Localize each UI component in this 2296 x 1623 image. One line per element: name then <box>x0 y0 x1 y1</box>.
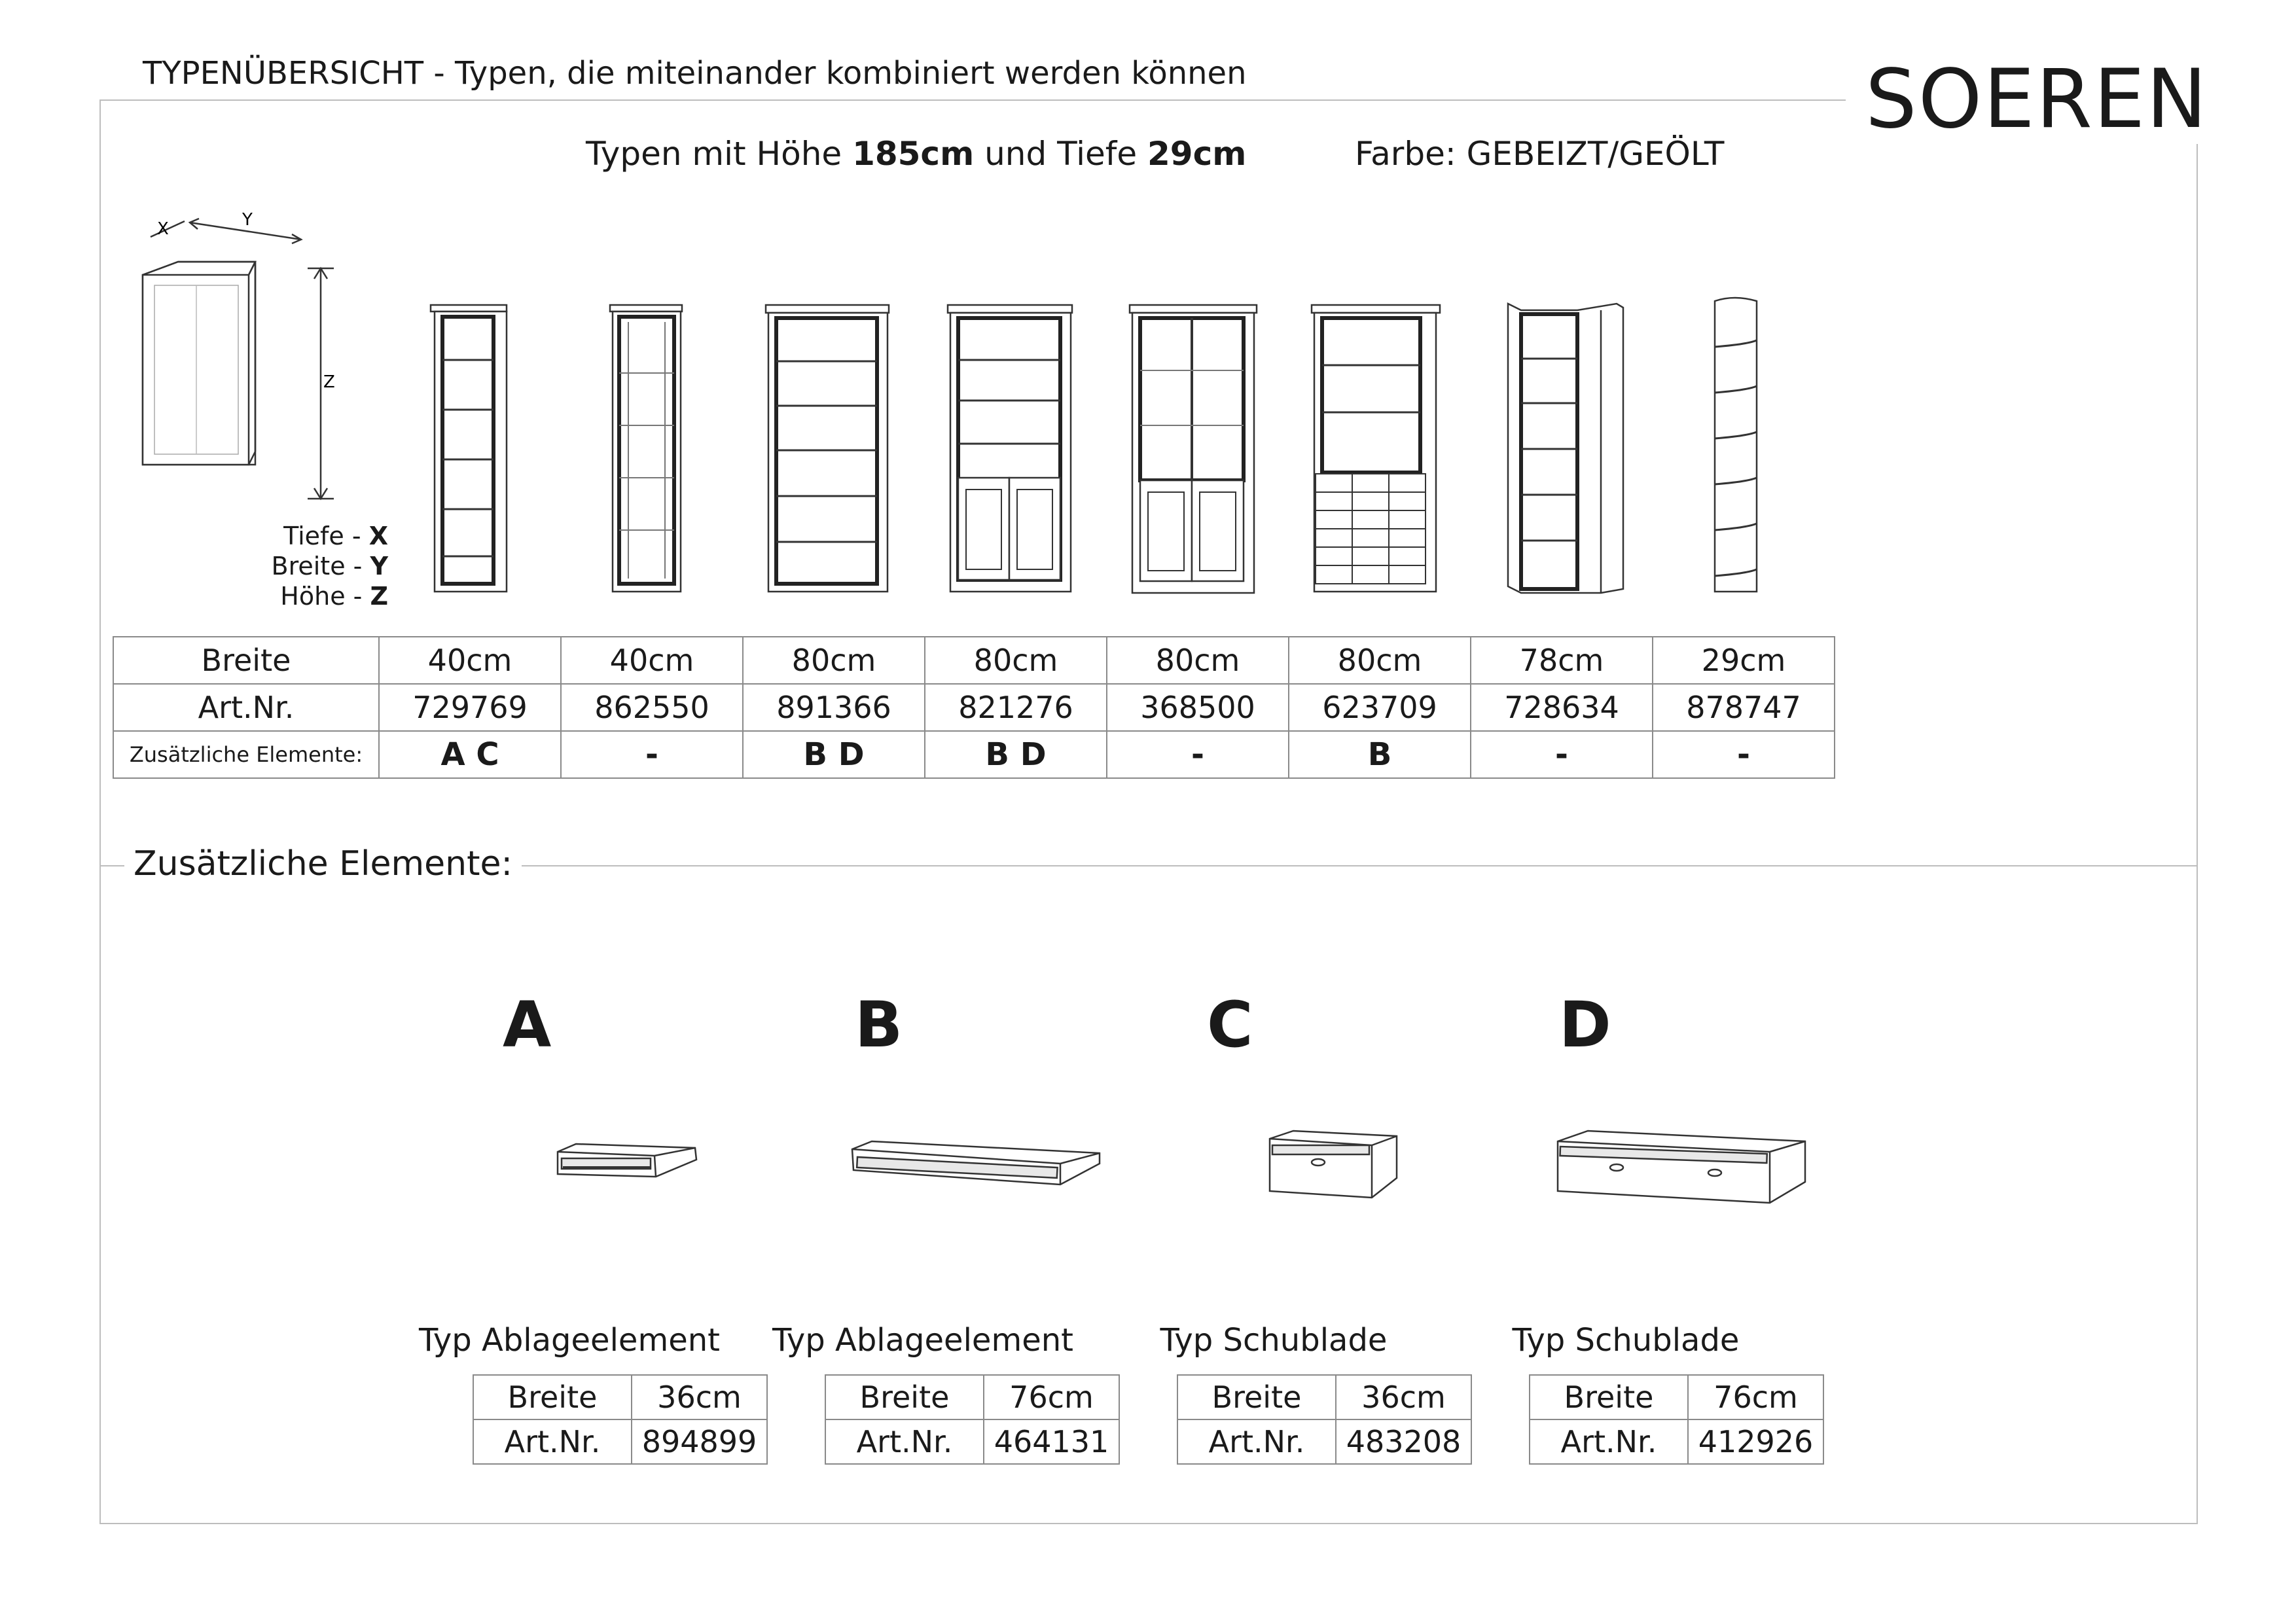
subtitle-mid: und Tiefe <box>974 135 1147 173</box>
legend-depth <box>272 521 388 551</box>
element-type-b: Typ Ablageelement <box>772 1322 1073 1359</box>
table-cell: 29cm <box>1653 637 1835 684</box>
table-row <box>473 1375 767 1419</box>
table-cell: 483208 <box>1336 1419 1471 1464</box>
table-cell: A C <box>379 731 561 778</box>
dimension-diagram <box>131 203 393 530</box>
subtitle-prefix: Typen mit Höhe <box>586 135 853 173</box>
legend-width <box>272 551 388 581</box>
row-label-artnr: Art.Nr. <box>1177 1419 1336 1464</box>
table-row <box>113 684 1835 731</box>
table-row <box>1530 1419 1823 1464</box>
table-cell: - <box>1107 731 1289 778</box>
wide-open-shelf-illustration <box>766 305 889 592</box>
table-row <box>1177 1375 1471 1419</box>
element-letter-a: A <box>503 988 552 1061</box>
table-cell: - <box>1471 731 1653 778</box>
label-z: Z <box>323 372 335 392</box>
table-cell: 821276 <box>925 684 1107 731</box>
element-letter-c: C <box>1207 988 1253 1061</box>
brand-logo: SOEREN <box>1846 55 2228 144</box>
element-type-c: Typ Schublade <box>1160 1322 1388 1359</box>
label-y: Y <box>242 210 253 230</box>
legend-key: Z <box>370 582 388 611</box>
table-cell: 76cm <box>1688 1375 1823 1419</box>
row-label-breite: Breite <box>113 637 379 684</box>
table-cell: 76cm <box>984 1375 1119 1419</box>
table-cell: - <box>1653 731 1835 778</box>
table-cell: 623709 <box>1289 684 1471 731</box>
wide-glass-vitrine-illustration <box>1130 305 1257 593</box>
table-cell: B <box>1289 731 1471 778</box>
wide-drawer-illustration <box>1558 1131 1805 1203</box>
legend-label: Breite - <box>271 552 370 580</box>
section-title: Zusätzliche Elemente: <box>124 844 522 883</box>
table-cell: 80cm <box>743 637 925 684</box>
wide-shelf-with-doors-illustration <box>948 305 1072 592</box>
legend-label: Tiefe - <box>283 522 369 550</box>
table-cell: 368500 <box>1107 684 1289 731</box>
element-table-a <box>473 1374 768 1465</box>
legend-label: Höhe - <box>280 582 370 611</box>
table-row <box>1177 1419 1471 1464</box>
table-row <box>473 1419 767 1464</box>
table-cell: 40cm <box>379 637 561 684</box>
row-label-artnr: Art.Nr. <box>113 684 379 731</box>
end-shelf-illustration <box>1715 298 1757 592</box>
row-label-artnr: Art.Nr. <box>825 1419 984 1464</box>
table-cell: 80cm <box>925 637 1107 684</box>
extras-illustrations <box>524 1126 1833 1243</box>
row-label-breite: Breite <box>473 1375 632 1419</box>
element-letter-d: D <box>1559 988 1611 1061</box>
row-label-artnr: Art.Nr. <box>473 1419 632 1464</box>
table-cell: 894899 <box>632 1419 767 1464</box>
table-row <box>113 731 1835 778</box>
element-table-c <box>1177 1374 1472 1465</box>
row-label-breite: Breite <box>1177 1375 1336 1419</box>
row-label-breite: Breite <box>1530 1375 1688 1419</box>
table-cell: 862550 <box>561 684 743 731</box>
row-label-breite: Breite <box>825 1375 984 1419</box>
element-table-b <box>825 1374 1120 1465</box>
narrow-glass-cabinet-illustration <box>610 305 682 592</box>
table-cell: 80cm <box>1289 637 1471 684</box>
table-cell: 36cm <box>632 1375 767 1419</box>
table-cell: B D <box>925 731 1107 778</box>
small-shelf-insert-illustration <box>558 1144 696 1177</box>
table-cell: 78cm <box>1471 637 1653 684</box>
table-row <box>825 1375 1119 1419</box>
table-cell: B D <box>743 731 925 778</box>
types-table <box>113 636 1835 779</box>
table-cell: 878747 <box>1653 684 1835 731</box>
height-value: 185cm <box>852 135 975 173</box>
dimensions-subtitle <box>586 135 1246 173</box>
element-type-d: Typ Schublade <box>1512 1322 1740 1359</box>
wide-shelf-with-drawers-illustration <box>1312 305 1440 592</box>
legend-key: Y <box>370 552 388 580</box>
corner-shelf-illustration <box>1508 304 1623 593</box>
table-row <box>113 637 1835 684</box>
narrow-open-shelf-illustration <box>431 305 507 592</box>
color-label: Farbe: GEBEIZT/GEÖLT <box>1355 135 1725 173</box>
row-label-artnr: Art.Nr. <box>1530 1419 1688 1464</box>
table-cell: 412926 <box>1688 1419 1823 1464</box>
depth-value: 29cm <box>1147 135 1247 173</box>
element-letter-b: B <box>855 988 903 1061</box>
page-title: TYPENÜBERSICHT - Typen, die miteinander kombiniert werden können <box>137 55 1252 92</box>
element-type-a: Typ Ablageelement <box>419 1322 720 1359</box>
table-row <box>825 1419 1119 1464</box>
table-cell: 40cm <box>561 637 743 684</box>
furniture-illustrations <box>380 288 1820 602</box>
small-drawer-illustration <box>1270 1131 1397 1198</box>
legend-key: X <box>368 522 388 550</box>
table-cell: 728634 <box>1471 684 1653 731</box>
row-label-extras: Zusätzliche Elemente: <box>113 731 379 778</box>
label-x: X <box>157 219 169 239</box>
table-cell: 729769 <box>379 684 561 731</box>
table-cell: 80cm <box>1107 637 1289 684</box>
table-cell: - <box>561 731 743 778</box>
legend-height <box>272 581 388 611</box>
table-cell: 464131 <box>984 1419 1119 1464</box>
table-cell: 36cm <box>1336 1375 1471 1419</box>
table-cell: 891366 <box>743 684 925 731</box>
dimension-legend <box>272 521 388 611</box>
wide-shelf-insert-illustration <box>852 1141 1100 1185</box>
element-table-d <box>1529 1374 1824 1465</box>
table-row <box>1530 1375 1823 1419</box>
